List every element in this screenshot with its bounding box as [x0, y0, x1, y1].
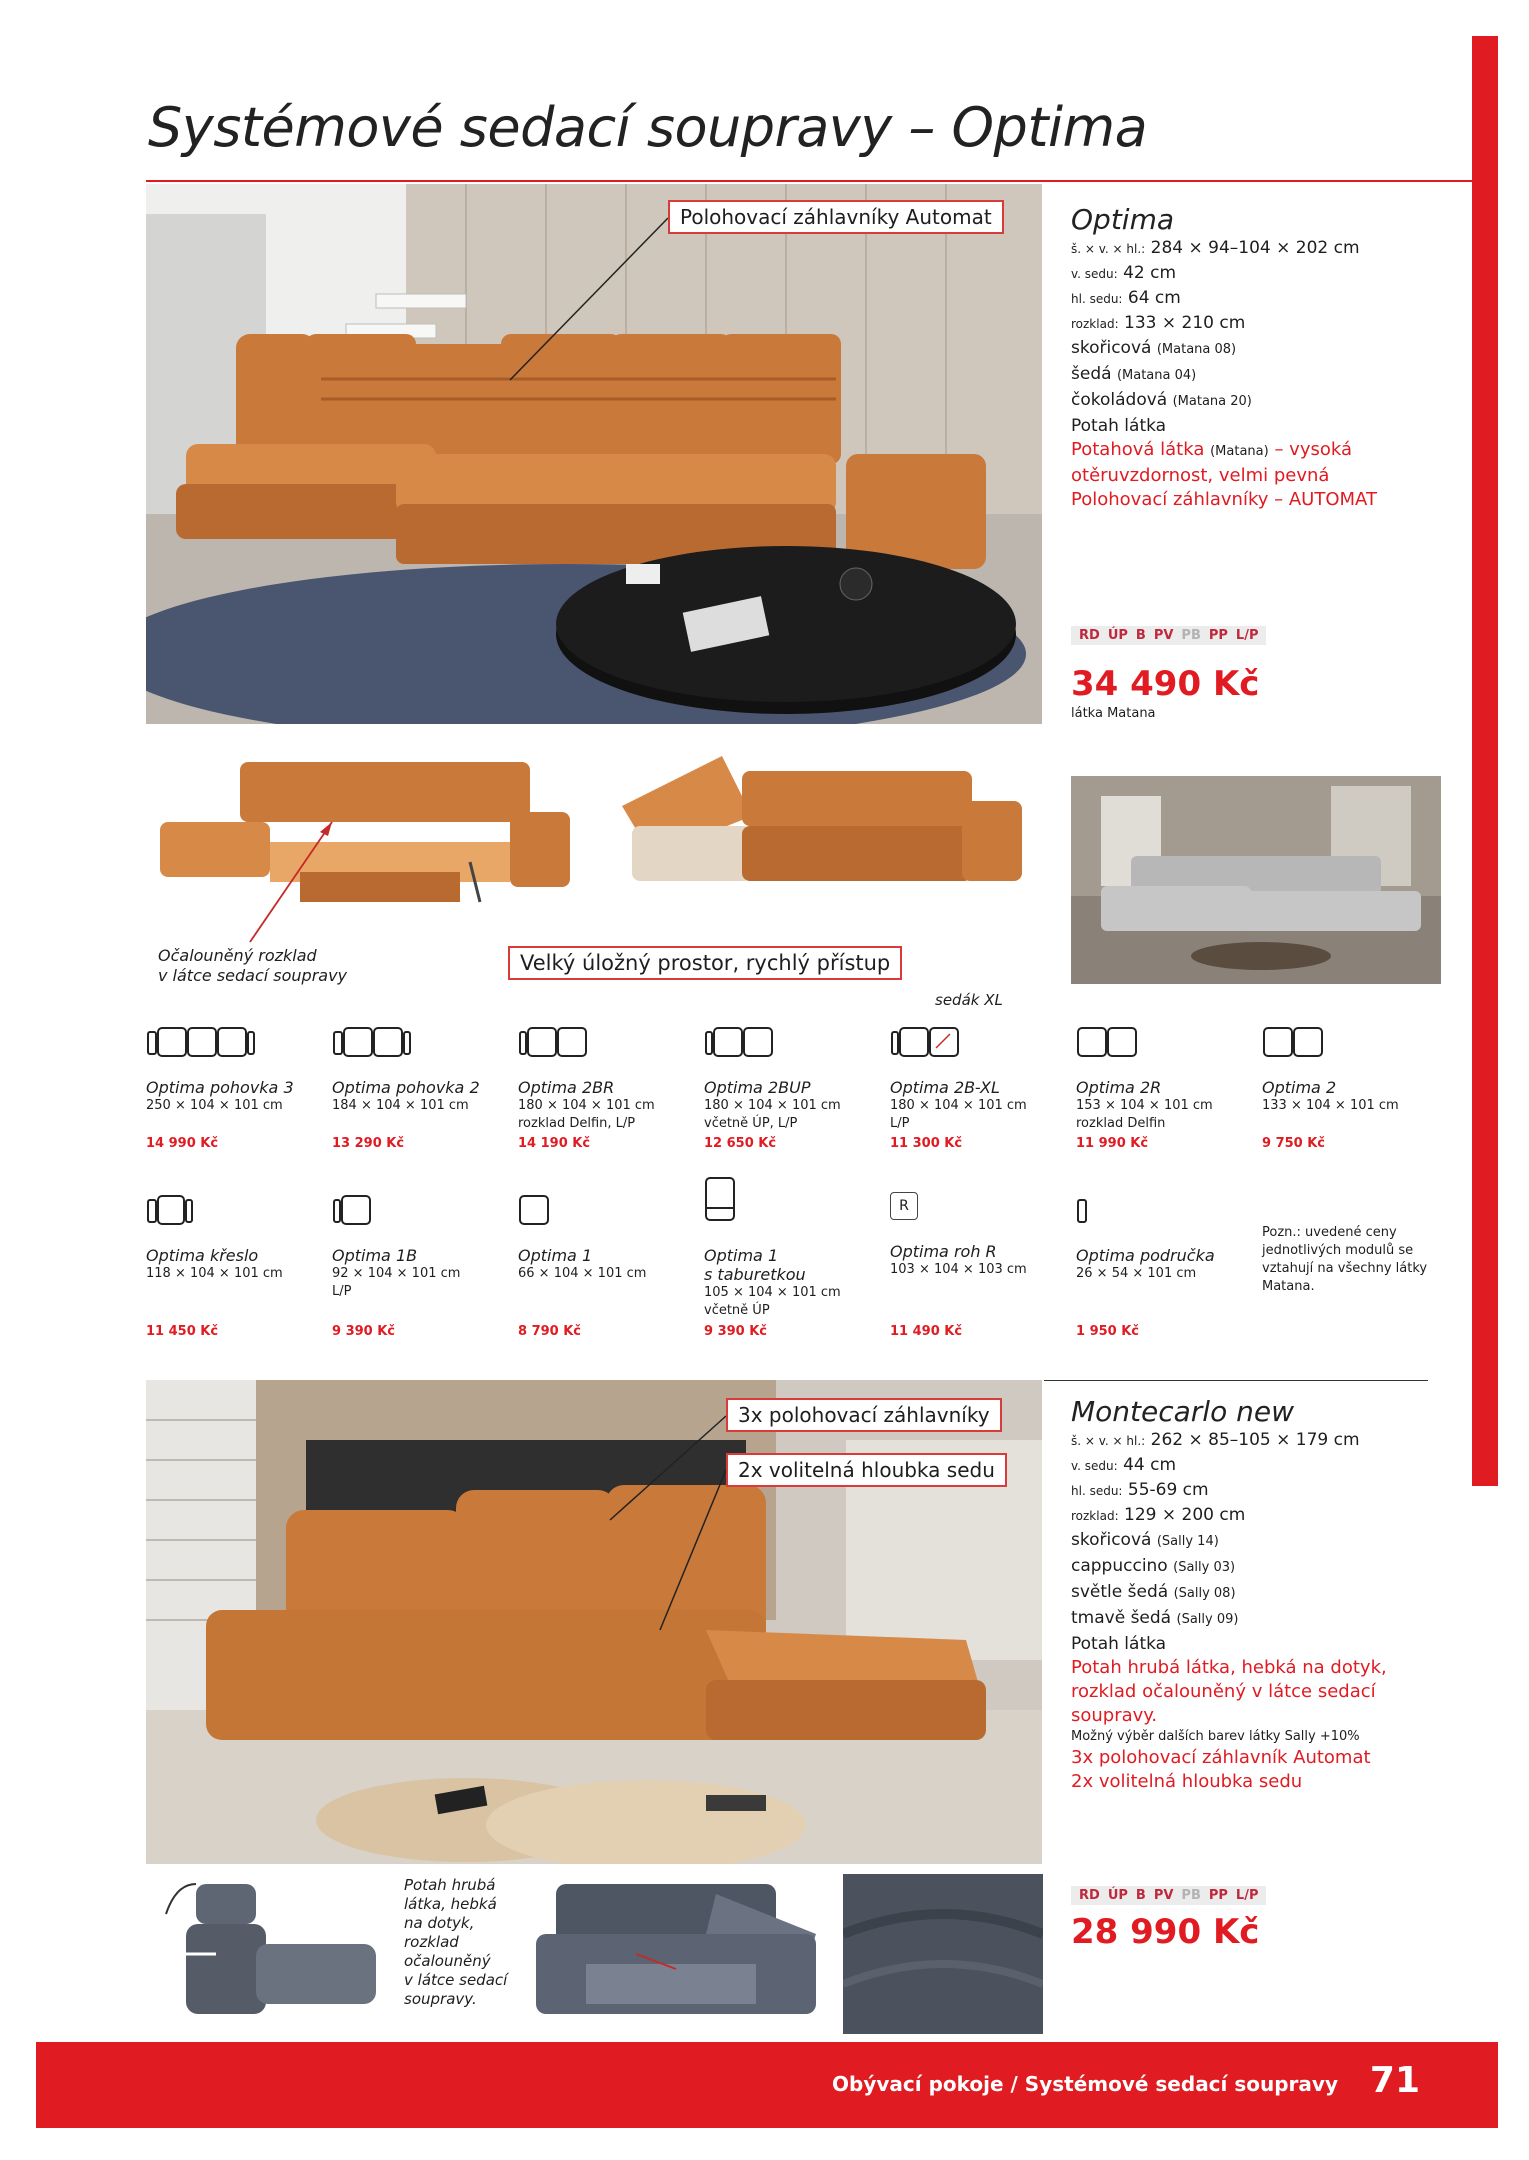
module-name: Optima 1 s taburetkou: [704, 1246, 806, 1284]
module-extra: L/P: [332, 1284, 352, 1299]
module-dimensions: 153 × 104 × 101 cm: [1076, 1098, 1213, 1113]
module-dimensions: 180 × 104 × 101 cm: [890, 1098, 1027, 1113]
module-card: [146, 1192, 316, 1283]
module-dimensions: 66 × 104 × 101 cm: [518, 1266, 647, 1281]
module-name: Optima 2B-XL: [890, 1078, 1000, 1097]
module-dimensions: 103 × 104 × 103 cm: [890, 1262, 1027, 1277]
module-price: 11 490 Kč: [890, 1324, 963, 1339]
product-name: Montecarlo new: [1071, 1395, 1294, 1428]
color-option: šedá (Matana 04): [1071, 364, 1197, 384]
seat-height-line: v. sedu: 44 cm: [1071, 1455, 1177, 1475]
module-card: [518, 1024, 688, 1133]
module-card: [1262, 1024, 1432, 1115]
color-option: světle šedá (Sally 08): [1071, 1582, 1236, 1602]
module-name: Optima křeslo: [146, 1246, 259, 1265]
price: 28 990 Kč: [1071, 1912, 1260, 1952]
color-option: skořicová (Sally 14): [1071, 1530, 1219, 1550]
module-card: [1076, 1192, 1246, 1283]
bed-size-line: rozklad: 133 × 210 cm: [1071, 313, 1246, 333]
armchair-icon: [146, 1192, 194, 1226]
module-extra: rozklad Delfin: [1076, 1116, 1166, 1131]
module-card: [1076, 1024, 1246, 1133]
two-seat-no-arm-icon: [1076, 1024, 1142, 1058]
module-card: [332, 1192, 502, 1301]
module-card: [704, 1024, 874, 1133]
module-dimensions: 26 × 54 × 101 cm: [1076, 1266, 1197, 1281]
module-card: [890, 1192, 1060, 1279]
module-extra: včetně ÚP: [704, 1303, 770, 1318]
color-note: Možný výběr dalších barev látky Sally +10%: [1071, 1729, 1360, 1744]
callout-headrests-3x: 3x polohovací záhlavníky: [726, 1398, 1002, 1432]
module-price: 9 750 Kč: [1262, 1136, 1326, 1151]
module-extra: rozklad Delfin, L/P: [518, 1116, 636, 1131]
bed-label: Očalouněný rozklad v látce sedací soupravy: [158, 946, 348, 985]
option-badges: RD ÚP B PV PB PP L/P: [1071, 1886, 1266, 1905]
color-option: skořicová (Matana 08): [1071, 338, 1237, 358]
price-note: látka Matana: [1071, 706, 1156, 721]
callout-seat-depth: 2x volitelná hloubka sedu: [726, 1453, 1007, 1487]
product-name: Optima: [1071, 203, 1175, 236]
footer-bar: [36, 2042, 1498, 2128]
module-price: 14 990 Kč: [146, 1136, 219, 1151]
side-accent-bar: [1472, 36, 1498, 1486]
armrest-icon: [1076, 1192, 1092, 1226]
fabric-note: Potah hrubá látka, hebká na dotyk, rozklad očalouněný v látce sedací soupravy.: [404, 1876, 508, 2008]
module-dimensions: 92 × 104 × 101 cm: [332, 1266, 461, 1281]
xl-seat-label: sedák XL: [935, 991, 1003, 1009]
module-price: 9 390 Kč: [332, 1324, 396, 1339]
feature-line: Potahová látka (Matana) – vysoká: [1071, 439, 1353, 460]
feature-line: 2x volitelná hloubka sedu: [1071, 1771, 1303, 1792]
module-card: [890, 1024, 1060, 1133]
module-extra: L/P: [890, 1116, 910, 1131]
price: 34 490 Kč: [1071, 664, 1260, 704]
bed-label-arrow: [240, 812, 350, 950]
module-price: 11 300 Kč: [890, 1136, 963, 1151]
module-name: Optima 2BR: [518, 1078, 615, 1097]
seat-height-line: v. sedu: 42 cm: [1071, 263, 1177, 283]
callout-leader-lines: [600, 1400, 740, 1640]
two-seat-no-arm-icon: [704, 1024, 776, 1058]
module-dimensions: 105 × 104 × 101 cm: [704, 1285, 841, 1300]
three-seat-icon: [146, 1024, 256, 1058]
module-price: 12 650 Kč: [704, 1136, 777, 1151]
section-rule: [1044, 1380, 1428, 1381]
dimensions-line: š. × v. × hl.: 262 × 85–105 × 179 cm: [1071, 1430, 1360, 1450]
module-name: Optima 1B: [332, 1246, 418, 1265]
optima-storage-photo: [612, 746, 1032, 911]
module-card: [146, 1024, 316, 1115]
two-seat-no-arm-icon: [1262, 1024, 1328, 1058]
module-name: Optima pohovka 2: [332, 1078, 480, 1097]
color-option: čokoládová (Matana 20): [1071, 390, 1252, 410]
montecarlo-headrest-photo: [146, 1874, 386, 2034]
module-extra: včetně ÚP, L/P: [704, 1116, 798, 1131]
color-option: cappuccino (Sally 03): [1071, 1556, 1236, 1576]
one-seat-arm-icon: [332, 1192, 374, 1226]
optima-grey-photo: [1071, 776, 1441, 984]
bed-size-line: rozklad: 129 × 200 cm: [1071, 1505, 1246, 1525]
fabric-texture-photo: [843, 1874, 1043, 2034]
module-dimensions: 250 × 104 × 101 cm: [146, 1098, 283, 1113]
module-price: 1 950 Kč: [1076, 1324, 1140, 1339]
callout-storage: Velký úložný prostor, rychlý přístup: [508, 946, 902, 980]
module-name: Optima pohovka 3: [146, 1078, 294, 1097]
module-name: Optima 2R: [1076, 1078, 1162, 1097]
dimensions-line: š. × v. × hl.: 284 × 94–104 × 202 cm: [1071, 238, 1360, 258]
module-price: 14 190 Kč: [518, 1136, 591, 1151]
feature-text: Potah hrubá látka, hebká na dotyk, rozklad očalouněný v látce sedací soupravy.: [1071, 1657, 1387, 1726]
module-name: Optima 2BUP: [704, 1078, 811, 1097]
color-option: tmavě šedá (Sally 09): [1071, 1608, 1239, 1628]
corner-icon: R: [890, 1192, 920, 1226]
optima-bed-photo: [150, 752, 585, 912]
module-name: Optima roh R: [890, 1242, 997, 1261]
fabric-line: Potah látka: [1071, 1634, 1167, 1654]
price-footnote: Pozn.: uvedené ceny jednotlivých modulů se vztahují na všechny látky Matana.: [1262, 1225, 1428, 1294]
module-card: [518, 1192, 688, 1283]
two-seat-icon: [332, 1024, 412, 1058]
seat-depth-line: hl. sedu: 64 cm: [1071, 288, 1181, 308]
module-name: Optima područka: [1076, 1246, 1215, 1265]
module-price: 11 450 Kč: [146, 1324, 219, 1339]
page-number: 71: [1369, 2060, 1420, 2101]
page-title: Systémové sedací soupravy – Optima: [148, 96, 1148, 159]
callout-leader-line: [500, 210, 700, 390]
feature-line: otěruvzdornost, velmi pevná: [1071, 465, 1330, 486]
module-dimensions: 180 × 104 × 101 cm: [704, 1098, 841, 1113]
one-seat-icon: [518, 1192, 552, 1226]
feature-line: 3x polohovací záhlavník Automat: [1071, 1747, 1371, 1768]
module-price: 9 390 Kč: [704, 1324, 768, 1339]
seat-depth-line: hl. sedu: 55-69 cm: [1071, 1480, 1209, 1500]
module-card: [704, 1176, 874, 1320]
title-rule: [146, 180, 1472, 182]
module-dimensions: 118 × 104 × 101 cm: [146, 1266, 283, 1281]
module-price: 11 990 Kč: [1076, 1136, 1149, 1151]
feature-line: Polohovací záhlavníky – AUTOMAT: [1071, 489, 1377, 510]
fabric-line: Potah látka: [1071, 416, 1167, 436]
module-dimensions: 180 × 104 × 101 cm: [518, 1098, 655, 1113]
module-price: 8 790 Kč: [518, 1324, 582, 1339]
module-name: Optima 2: [1262, 1078, 1337, 1097]
montecarlo-bed-photo: [516, 1874, 826, 2034]
module-price: 13 290 Kč: [332, 1136, 405, 1151]
module-dimensions: 184 × 104 × 101 cm: [332, 1098, 469, 1113]
option-badges: RD ÚP B PV PB PP L/P: [1071, 626, 1266, 645]
module-name: Optima 1: [518, 1246, 593, 1265]
footer-section-label: Obývací pokoje / Systémové sedací soupravy: [832, 2072, 1338, 2096]
two-seat-xl-icon: [890, 1024, 962, 1058]
module-dimensions: 133 × 104 × 101 cm: [1262, 1098, 1399, 1113]
callout-headrests: Polohovací záhlavníky Automat: [668, 200, 1004, 234]
seat-with-stool-icon: [704, 1176, 738, 1226]
two-seat-no-arm-icon: [518, 1024, 590, 1058]
module-card: [332, 1024, 502, 1115]
